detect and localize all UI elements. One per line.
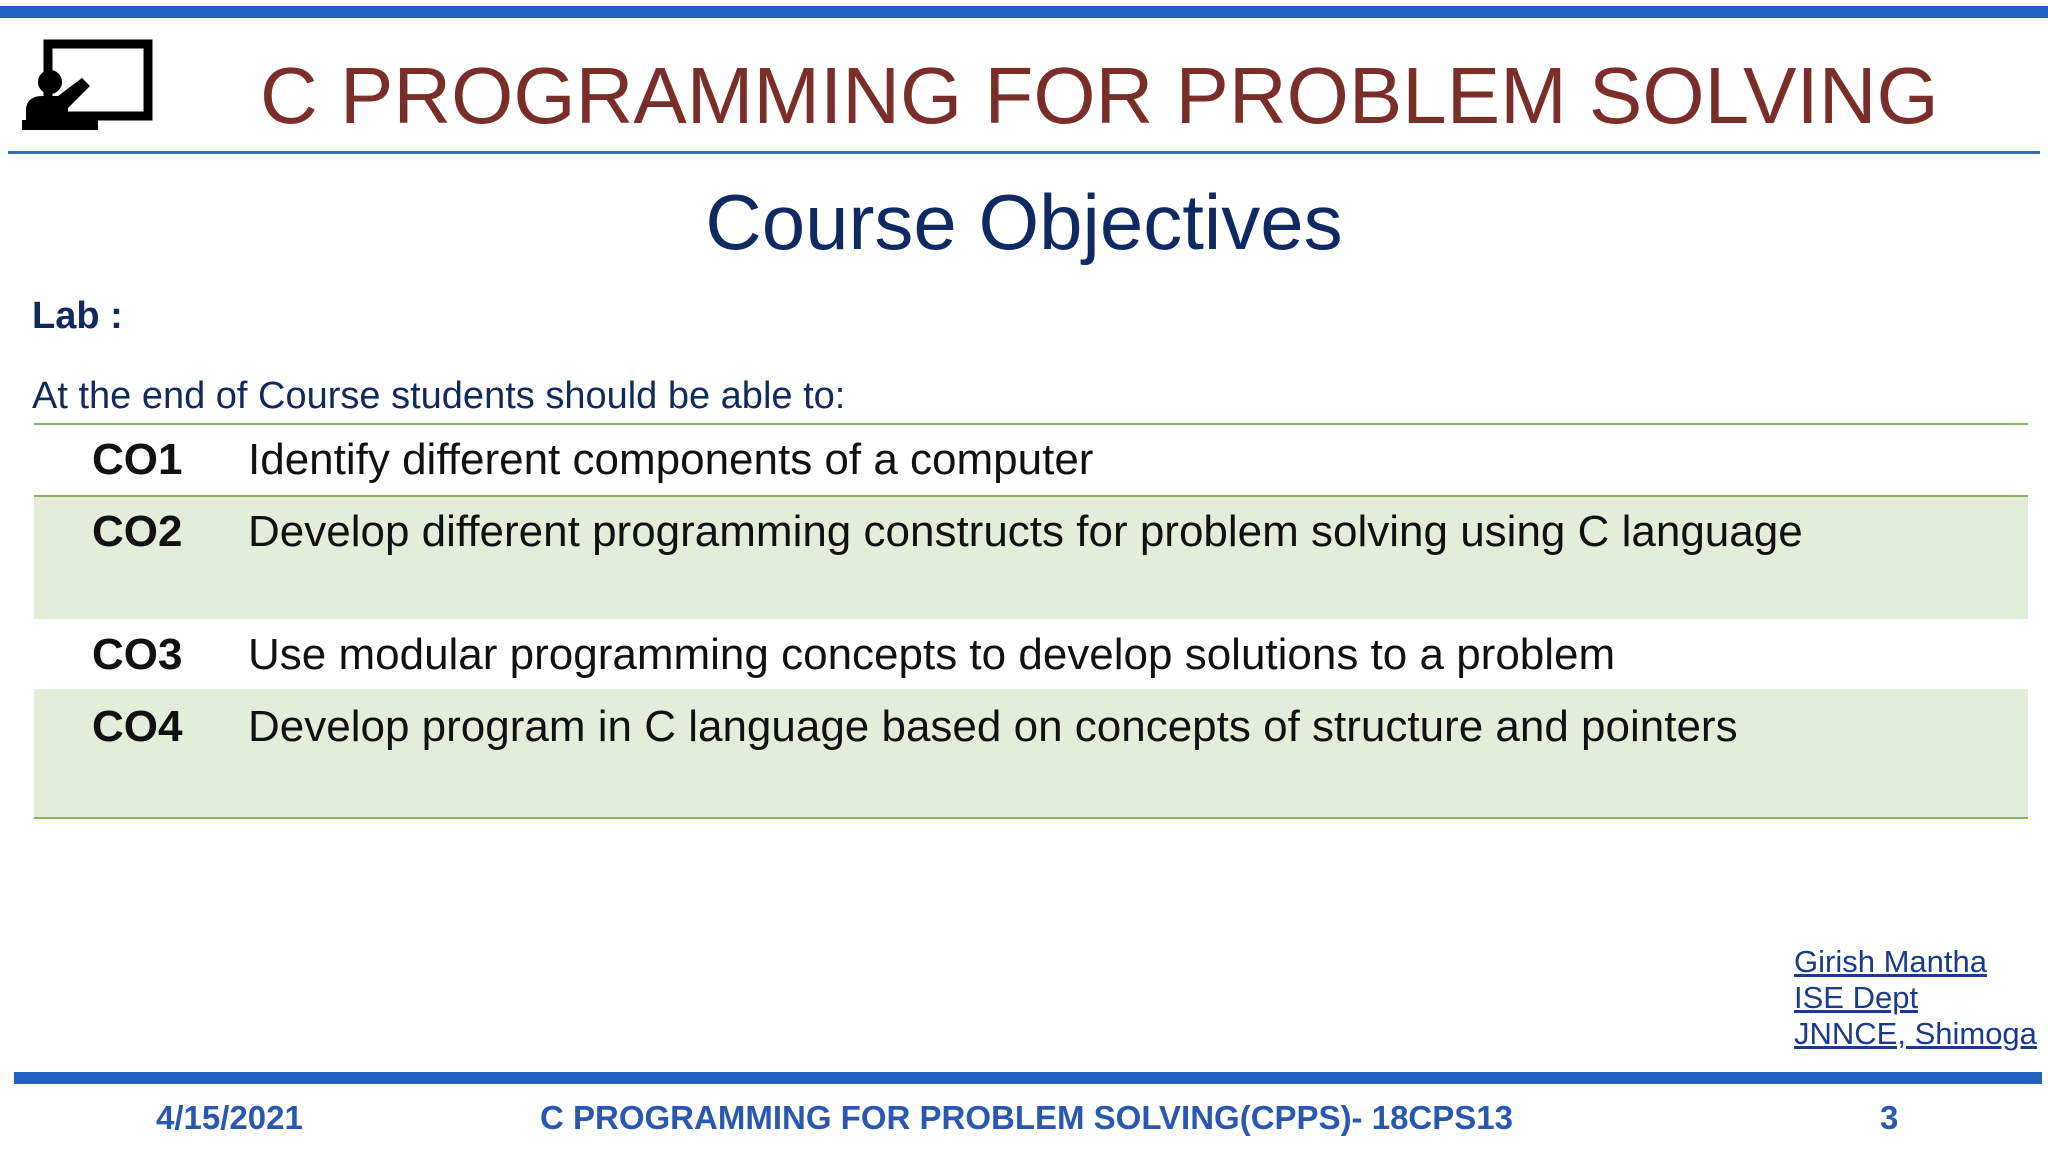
objective-code: CO2 <box>92 507 183 556</box>
author-name: Girish Mantha <box>1794 944 1987 979</box>
footer-date: 4/15/2021 <box>156 1099 303 1136</box>
author-block <box>1794 944 2037 1052</box>
footer-course-title: C PROGRAMMING FOR PROBLEM SOLVING(CPPS)- 18CPS13 <box>540 1099 1513 1136</box>
objective-code: CO3 <box>92 630 183 679</box>
slide-subtitle: Course Objectives <box>705 178 1343 266</box>
top-accent-bar <box>0 6 2048 18</box>
objective-text: Use modular programming concepts to develop solutions to a problem <box>248 630 1616 679</box>
objective-code: CO4 <box>92 702 183 751</box>
lab-label: Lab : <box>32 295 123 337</box>
author-dept: ISE Dept <box>1794 980 1919 1015</box>
objective-code: CO1 <box>92 435 183 484</box>
objective-text: Develop different programming constructs for problem solving using C language <box>248 507 1803 556</box>
objective-text: Identify different components of a computer <box>248 435 1094 484</box>
presenter-board-icon <box>22 38 154 130</box>
footer-accent-bar <box>14 1072 2042 1084</box>
footer-page-number: 3 <box>1880 1099 1899 1136</box>
objective-row <box>34 619 2028 689</box>
objective-row <box>34 495 2028 619</box>
objective-text: Develop program in C language based on concepts of structure and pointers <box>248 702 1738 751</box>
objective-row <box>34 425 2028 495</box>
slide-header-title: C PROGRAMMING FOR PROBLEM SOLVING <box>260 51 1939 140</box>
author-org: JNNCE, Shimoga <box>1794 1016 2037 1051</box>
header-divider <box>8 151 2040 154</box>
intro-text: At the end of Course students should be able to: <box>32 375 846 417</box>
course-objectives-table <box>34 423 2028 819</box>
objective-row <box>34 689 2028 817</box>
